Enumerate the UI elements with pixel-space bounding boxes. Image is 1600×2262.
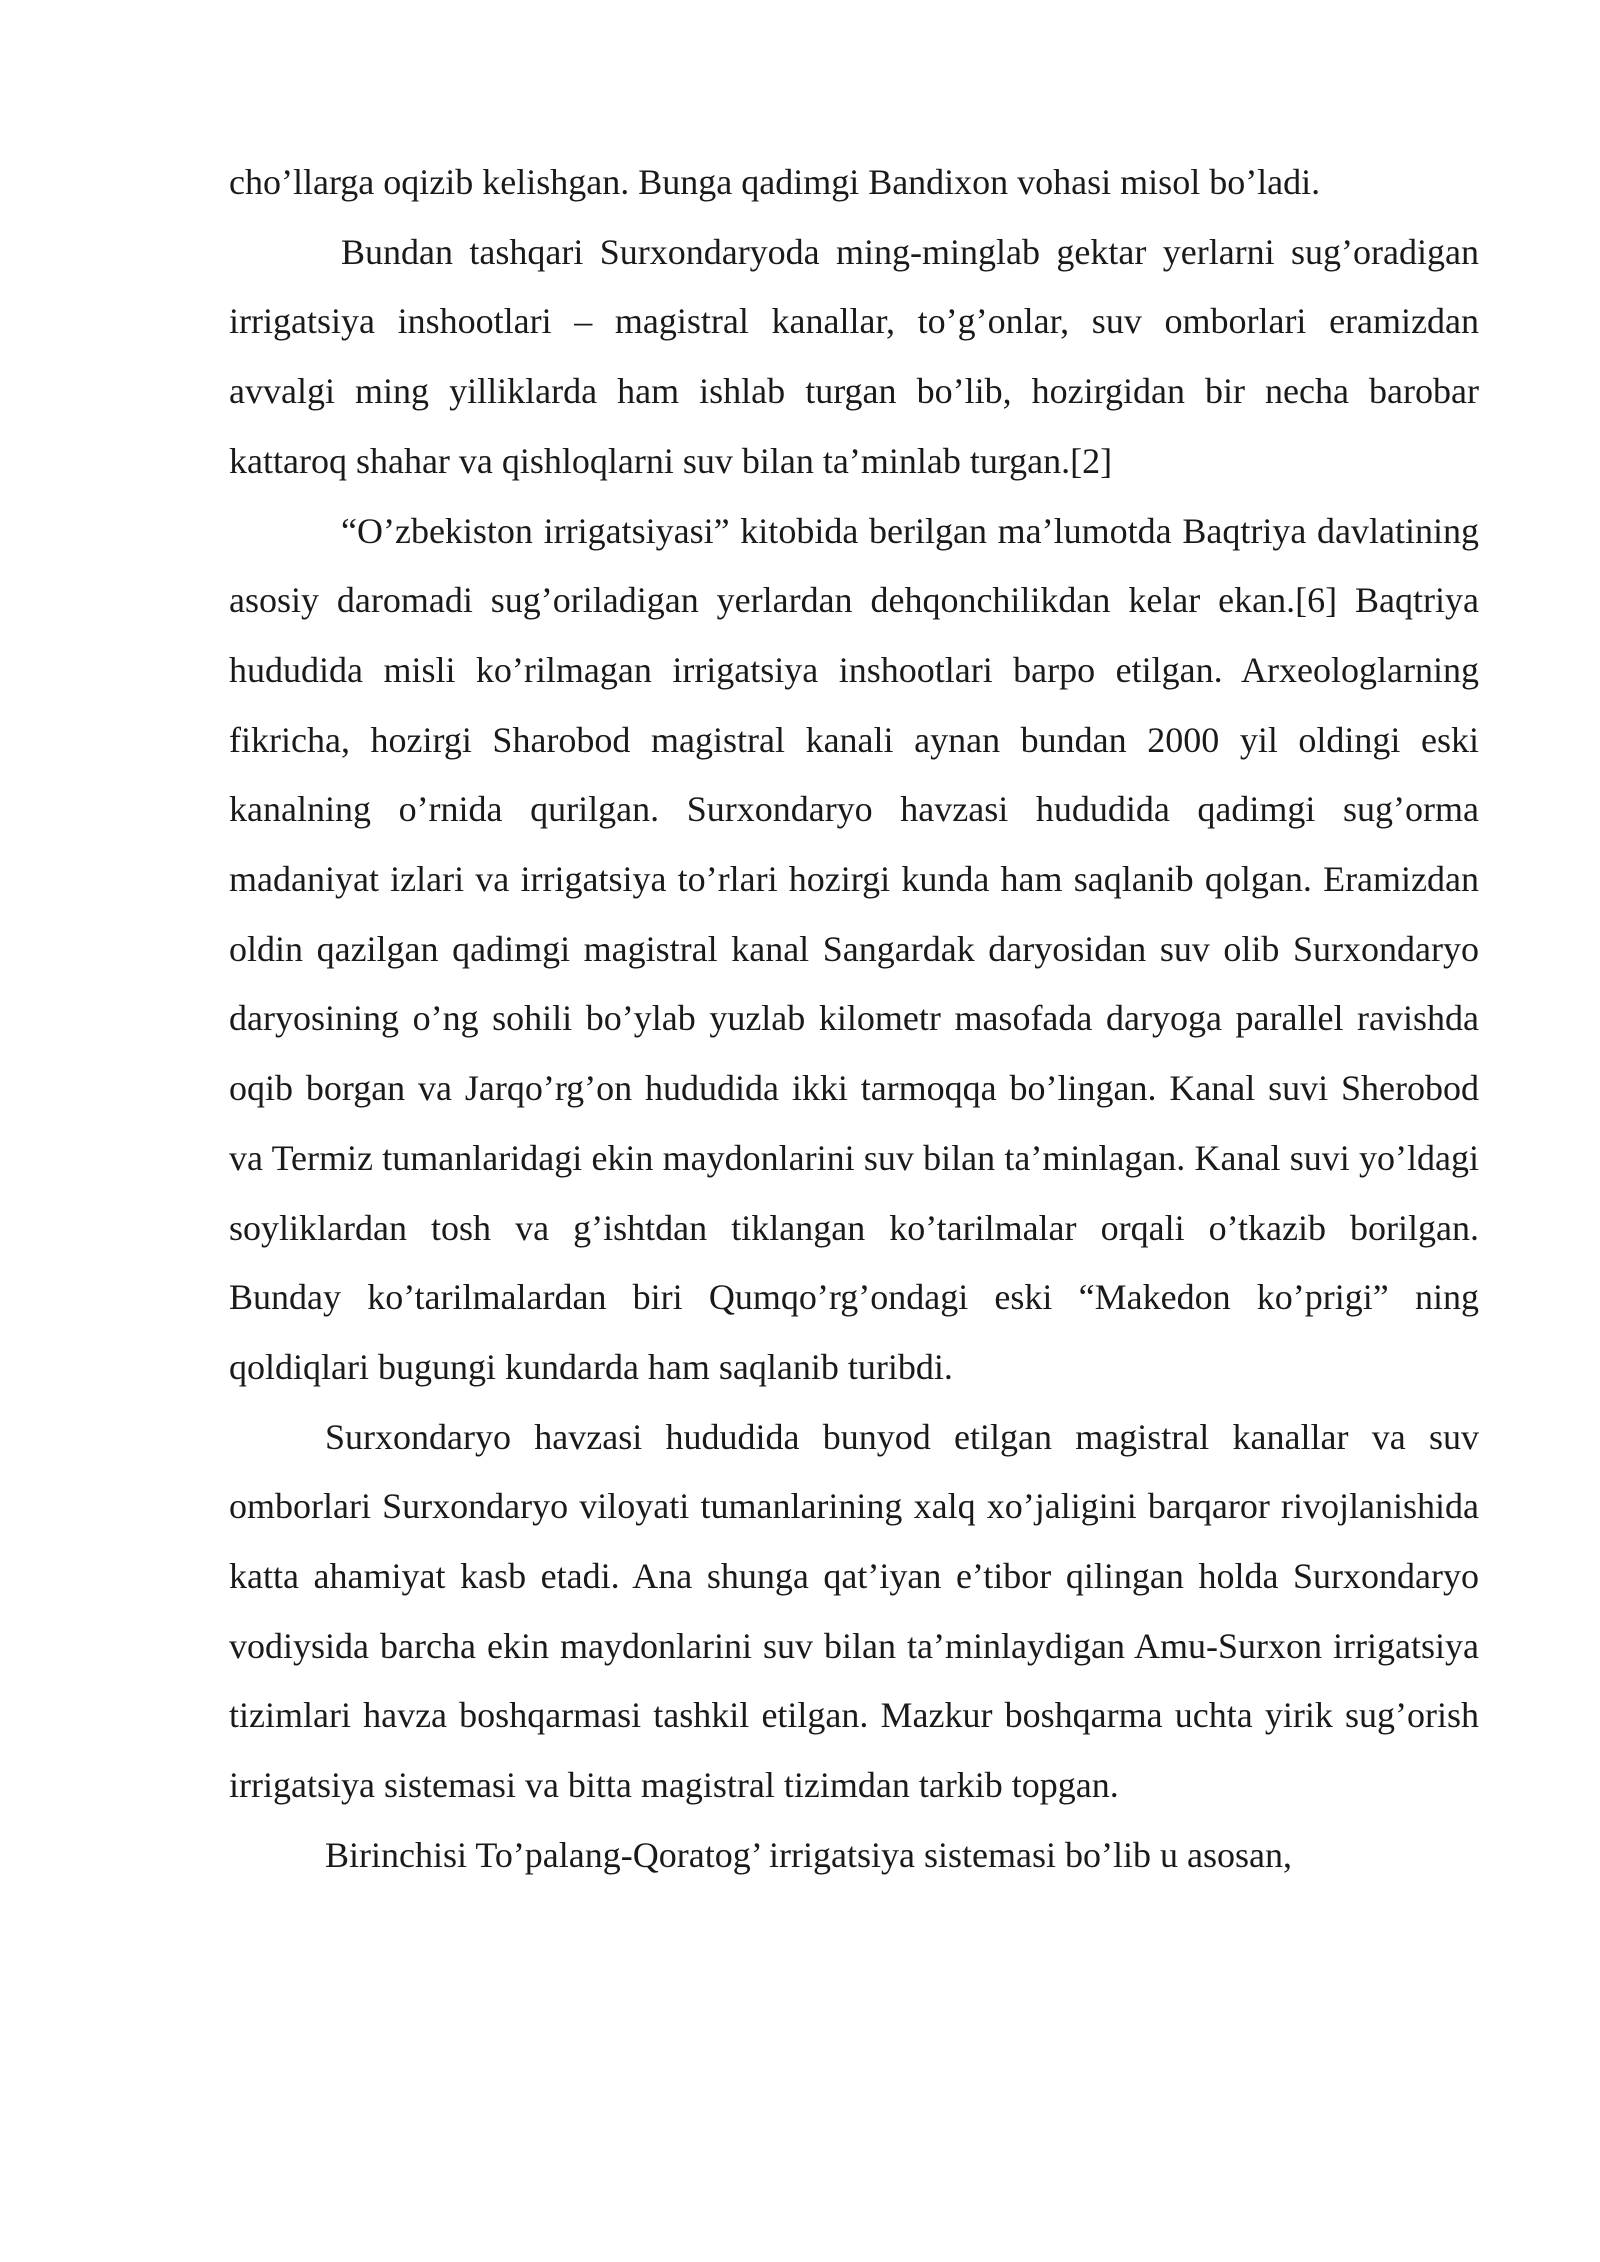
paragraph-surxondaryo-basin: Surxondaryo havzasi hududida bunyod etilgan magistral kanallar va suv omborlari Surxondaryo viloyati tumanlarining xalq xo’jaligini barqaror rivojlanishida katta ahamiyat kasb etadi. Ana shunga qat’iyan e’tibor qilingan holda Surxondaryo vodiysida barcha ekin maydonlarini suv bilan ta’minlaydigan Amu-Surxon irrigatsiya tizimlari havza boshqarmasi tashkil etilgan. Mazkur boshqarma uchta yirik sug’orish irrigatsiya sistemasi va bitta magistral tizimdan tarkib topgan. xyxy=(229,1416,1479,1806)
document-body xyxy=(229,148,1479,1891)
paragraph-irrigation-works: Bundan tashqari Surxondaryoda ming-minglab gektar yerlarni sug’oradigan irrigatsiya inshootlari – magistral kanallar, to’g’onlar, suv omborlari eramizdan avvalgi ming yilliklarda ham ishlab turgan bo’lib, hozirgidan bir necha barobar kattaroq shahar va qishloqlarni suv bilan ta’minlab turgan.[2] xyxy=(229,231,1479,481)
paragraph-baqtriya: “O’zbekiston irrigatsiyasi” kitobida berilgan ma’lumotda Baqtriya davlatining asosiy daromadi sug’oriladigan yerlardan dehqonchilikdan kelar ekan.[6] Baqtriya hududida misli ko’rilmagan irrigatsiya inshootlari barpo etilgan. Arxeologlarning fikricha, hozirgi Sharobod magistral kanali aynan bundan 2000 yil oldingi eski kanalning o’rnida qurilgan. Surxondaryo havzasi hududida qadimgi sug’orma madaniyat izlari va irrigatsiya to’rlari hozirgi kunda ham saqlanib qolgan. Eramizdan oldin qazilgan qadimgi magistral kanal Sangardak daryosidan suv olib Surxondaryo daryosining o’ng sohili bo’ylab yuzlab kilometr masofada daryoga parallel ravishda oqib borgan va Jarqo’rg’on hududida ikki tarmoqqa bo’lingan. Kanal suvi Sherobod va Termiz tumanlaridagi ekin maydonlarini suv bilan ta’minlagan. Kanal suvi yo’ldagi soyliklardan tosh va g’ishtdan tiklangan ko’tarilmalar orqali o’tkazib borilgan. Bunday ko’tarilmalardan biri Qumqo’rg’ondagi eski “Makedon ko’prigi” ning qoldiqlari bugungi kundarda ham saqlanib turibdi. xyxy=(229,510,1479,1387)
paragraph-first-system: Birinchisi To’palang-Qoratog’ irrigatsiya sistemasi bo’lib u asosan, xyxy=(325,1834,1292,1875)
paragraph-continuation: cho’llarga oqizib kelishgan. Bunga qadimgi Bandixon vohasi misol bo’ladi. xyxy=(229,162,1321,202)
